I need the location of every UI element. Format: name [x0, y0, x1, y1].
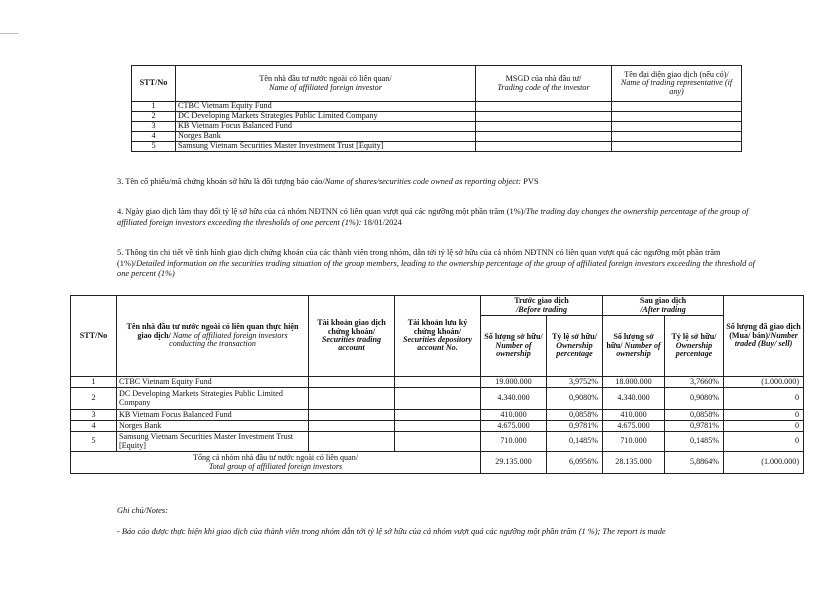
header-after-trading: Sau giao dịch /After trading	[603, 296, 724, 316]
header-after-qty: Số lượng sở hữu/ Number of ownership	[603, 316, 665, 377]
scan-mark	[0, 33, 18, 34]
table-row: 3 KB Vietnam Focus Balanced Fund 410.000 0,0858% 410.000 0,0858% 0	[71, 410, 804, 421]
total-row: Tổng cả nhóm nhà đầu tư nước ngoài có liên quan/ Total group of affiliated foreign investors 29.135.000 6,0956% 28.135.000 5,8864% (1.000.000)	[71, 452, 804, 474]
header-investor-name: Tên nhà đầu tư nước ngoài có liên quan/ Name of affiliated foreign investor	[176, 66, 476, 102]
header-before-qty: Số lượng sở hữu/ Number of ownership	[481, 316, 547, 377]
header-trading-account: Tài khoản giao dịch chứng khoán/ Securities trading account	[309, 296, 395, 377]
table-row: 1 CTBC Vietnam Equity Fund 19.000.000 3,9752% 18.000.000 3,7660% (1.000.000)	[71, 377, 804, 388]
table-row: 1 CTBC Vietnam Equity Fund	[132, 102, 742, 112]
table-row: 2 DC Developing Markets Strategies Public Limited Company	[132, 112, 742, 122]
notes-line: - Báo cáo được thực hiện khi giao dịch của thành viên trong nhóm dẫn tới tỷ lệ sở hữu của cả nhóm vượt quá các ngưỡng một phần trăm (1 %); The report is made	[117, 527, 666, 536]
table-row: 3 KB Vietnam Focus Balanced Fund	[132, 122, 742, 132]
total-label: Tổng cả nhóm nhà đầu tư nước ngoài có liên quan/ Total group of affiliated foreign investors	[71, 452, 481, 474]
table-row: 5 Samsung Vietnam Securities Master Investment Trust [Equity]	[132, 142, 742, 152]
header-stt: STT/No	[71, 296, 117, 377]
table-header-row	[132, 66, 742, 102]
header-before-pct: Tỷ lệ sở hữu/ Ownership percentage	[547, 316, 603, 377]
item-3-securities-code: 3. Tên cổ phiếu/mã chứng khoán sở hữu là đối tượng báo cáo/Name of shares/securities code owned as reporting object: PVS	[117, 177, 539, 186]
header-investor-name: Tên nhà đầu tư nước ngoài có liên quan thực hiện giao dịch/ Name of affiliated foreign investors conducting the transaction	[117, 296, 309, 377]
header-number-traded: Số lượng đã giao dịch (Mua/ bán)/Number traded (Buy/ sell)	[724, 296, 804, 377]
header-trading-code: MSGD của nhà đầu tư/ Trading code of the investor	[476, 66, 612, 102]
affiliated-investors-table	[131, 65, 742, 152]
group-trading-table	[70, 295, 804, 474]
table-row: 5 Samsung Vietnam Securities Master Investment Trust [Equity] 710.000 0,1485% 710.000 0,1485% 0	[71, 432, 804, 452]
header-after-pct: Tỷ lệ sở hữu/ Ownership percentage	[665, 316, 724, 377]
item-5-detail-info: 5. Thông tin chi tiết về tình hình giao dịch chứng khoán của các thành viên trong nhóm, dẫn tới tỷ lệ sở hữu của cả nhóm NĐTNN có liên quan vượt quá các ngưỡng một phần trăm (1%)/Detailed information on the securities trading situation of the group members, leading to the ownership percentage of the group of affiliated foreign investors exceeding the threshold of one percent (1%)	[117, 248, 755, 278]
table-row: 4 Norges Bank 4.675.000 0,9781% 4.675.000 0,9781% 0	[71, 421, 804, 432]
table-row: 2 DC Developing Markets Strategies Public Limited Company 4.340.000 0,9080% 4.340.000 0,9080% 0	[71, 388, 804, 410]
header-stt: STT/No	[132, 66, 176, 102]
header-depository-account: Tài khoản lưu ký chứng khoán/ Securities depository account No.	[395, 296, 481, 377]
header-representative: Tên đại diện giao dịch (nếu có)/ Name of trading representative (if any)	[612, 66, 742, 102]
notes-title: Ghi chú/Notes:	[117, 506, 168, 515]
table-row: 4 Norges Bank	[132, 132, 742, 142]
item-4-trading-day: 4. Ngày giao dịch làm thay đổi tỷ lệ sở hữu của cả nhóm NĐTNN có liên quan vượt quá các ngưỡng một phần trăm (1%)/The trading day changes the ownership percentage of the group of affiliated foreign investors exceeding the thresholds of one percent (1%): 18/01/2024	[117, 207, 749, 227]
header-before-trading: Trước giao dịch /Before trading	[481, 296, 603, 316]
